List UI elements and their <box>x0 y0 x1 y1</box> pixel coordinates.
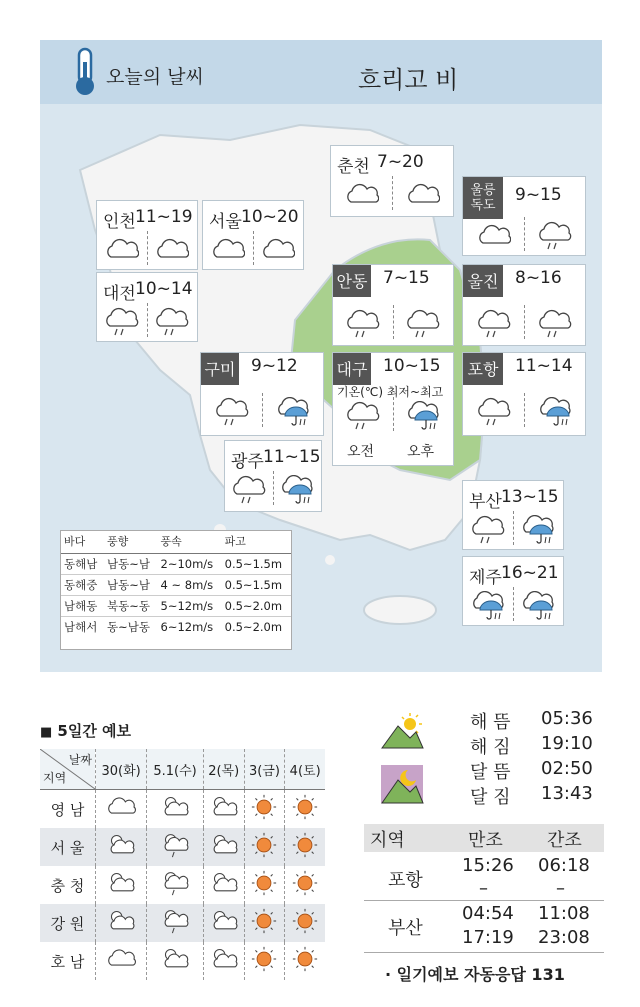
sun-icon <box>244 828 285 866</box>
sea-cell: 동~남동 <box>104 617 158 638</box>
region-name: 충 청 <box>50 876 85 895</box>
sea-header: 파고 <box>222 531 291 554</box>
city-name: 춘천 <box>337 157 370 177</box>
tide-low: 23:08 <box>538 927 590 948</box>
sea-cell: 5~12m/s <box>158 596 222 617</box>
astro-label: 달 짐 <box>470 787 511 808</box>
tide-low: 06:18 <box>538 855 590 876</box>
sea-cell: 6~12m/s <box>158 617 222 638</box>
cloud-icon <box>345 180 379 210</box>
sun-icon <box>244 866 285 904</box>
partly-icon <box>96 866 147 904</box>
tide-divider <box>364 900 604 901</box>
partly-icon <box>203 790 244 829</box>
sea-cell: 4 ~ 8m/s <box>158 575 222 596</box>
corner-region-label: 지역 <box>43 771 67 785</box>
city-temp: 8~16 <box>515 268 562 288</box>
icon-divider <box>393 305 394 339</box>
weather-condition: 흐리고 비 <box>358 66 459 94</box>
cloud-icon <box>211 235 245 265</box>
city-temp: 16~21 <box>501 563 559 583</box>
thermometer-icon <box>70 46 100 98</box>
city-name: 구미 <box>201 353 239 385</box>
tide-header: 지역 <box>370 830 405 851</box>
forecast-table <box>40 749 325 980</box>
icon-divider <box>513 587 514 621</box>
partly-rain-icon <box>147 866 204 904</box>
city-box-gumi <box>200 352 324 436</box>
cloud-rain-icon <box>538 221 572 251</box>
sea-cell: 남동~남 <box>104 554 158 575</box>
forecast-corner <box>40 749 96 790</box>
tide-divider <box>364 952 604 953</box>
city-name: 대전 <box>103 284 136 304</box>
icon-divider <box>392 176 393 210</box>
day-header: 30(화) <box>96 749 147 790</box>
city-temp: 9~12 <box>251 356 298 376</box>
forecast-row <box>40 904 325 942</box>
city-name: 제주 <box>469 568 502 588</box>
moonrise-icon <box>380 764 424 804</box>
sun-icon <box>285 866 325 904</box>
astro-time: 05:36 <box>541 708 593 729</box>
city-box-jeju <box>462 556 564 626</box>
sea-header: 풍속 <box>158 531 222 554</box>
city-temp: 11~15 <box>263 447 321 467</box>
tide-high: 04:54 <box>462 903 514 924</box>
city-name: 포항 <box>463 353 503 385</box>
partly-icon <box>96 828 147 866</box>
legend-pm-label: 오후 <box>407 444 435 460</box>
astro-label: 달 뜸 <box>470 762 511 783</box>
sun-icon <box>285 790 325 829</box>
forecast-row <box>40 942 325 980</box>
city-temp: 13~15 <box>501 487 559 507</box>
umbrella-icon <box>538 397 572 427</box>
city-name: 울릉 독도 <box>463 177 503 219</box>
sun-icon <box>244 790 285 829</box>
city-box-andong <box>332 264 454 346</box>
sea-cell: 0.5~1.5m <box>222 575 291 596</box>
sea-cell: 0.5~2.0m <box>222 596 291 617</box>
astro-time: 02:50 <box>541 758 593 779</box>
cloud-icon <box>105 235 139 265</box>
city-temp: 7~15 <box>383 268 430 288</box>
sun-icon <box>285 942 325 980</box>
city-box-incheon <box>96 200 198 270</box>
day-header: 5.1(수) <box>147 749 204 790</box>
city-name: 부산 <box>469 492 502 512</box>
footer-hotline: · 일기예보 자동응답 131 <box>385 965 565 984</box>
day-header: 4(토) <box>285 749 325 790</box>
sun-icon <box>285 828 325 866</box>
city-temp: 10~20 <box>241 207 299 227</box>
corner-date-label: 날짜 <box>68 753 92 767</box>
city-name: 광주 <box>231 452 264 472</box>
tide-high: 15:26 <box>462 855 514 876</box>
icon-divider <box>262 393 263 427</box>
cloud-rain-icon <box>406 309 440 339</box>
title-bar <box>40 40 602 104</box>
day-header: 3(금) <box>244 749 285 790</box>
city-temp: 11~14 <box>515 356 573 376</box>
sun-icon <box>244 942 285 980</box>
city-box-daegu <box>332 352 454 466</box>
city-box-seoul <box>202 200 304 270</box>
city-temp: 9~15 <box>515 185 562 205</box>
sea-cell: 남동~남 <box>104 575 158 596</box>
weather-map <box>40 40 602 672</box>
icon-divider <box>513 511 514 545</box>
sea-cell: 0.5~1.5m <box>222 554 291 575</box>
city-name: 서울 <box>209 212 242 232</box>
sunrise-icon <box>380 712 424 750</box>
sea-cell: 2~10m/s <box>158 554 222 575</box>
sun-icon <box>285 904 325 942</box>
city-box-uljin <box>462 264 586 346</box>
legend-am-label: 오전 <box>347 444 375 460</box>
umbrella-icon <box>276 397 310 427</box>
forecast-header <box>40 720 131 741</box>
city-name: 대구 <box>333 353 371 385</box>
city-box-gwangju <box>224 440 322 512</box>
tide-low: 11:08 <box>538 903 590 924</box>
day-header: 2(목) <box>203 749 244 790</box>
cloud-rain-icon <box>471 515 505 545</box>
cloud-icon <box>96 790 147 829</box>
region-name: 서 울 <box>40 828 96 866</box>
tide-header: 만조 <box>468 830 503 851</box>
astro-time: 19:10 <box>541 733 593 754</box>
icon-divider <box>273 471 274 505</box>
sea-header: 바다 <box>61 531 104 554</box>
city-box-pohang <box>462 352 586 436</box>
sea-cell: 남해동 <box>61 596 104 617</box>
tide-header: 간조 <box>547 830 582 851</box>
forecast-row <box>40 828 325 866</box>
region-name: 강 원 <box>40 904 96 942</box>
umbrella-icon <box>521 515 555 545</box>
sea-cell: 북동~동 <box>104 596 158 617</box>
umbrella-icon <box>406 401 440 431</box>
icon-divider <box>147 303 148 337</box>
city-temp: 10~15 <box>383 356 441 376</box>
cloud-rain-icon <box>346 401 380 431</box>
icon-divider <box>524 305 525 339</box>
cloud-icon <box>155 235 189 265</box>
partly-icon <box>147 790 204 829</box>
cloud-icon <box>406 180 440 210</box>
tide-high: 17:19 <box>462 927 514 948</box>
legend-temp-label: 기온(℃) 최저~최고 <box>337 385 444 399</box>
astro-label: 해 뜸 <box>470 712 511 733</box>
cloud-rain-icon <box>105 307 139 337</box>
tide-high: – <box>479 878 488 899</box>
partly-icon <box>203 904 244 942</box>
city-temp: 7~20 <box>377 152 424 172</box>
icon-divider <box>147 231 148 265</box>
astro-label: 해 짐 <box>470 737 511 758</box>
partly-icon <box>203 866 244 904</box>
umbrella-icon <box>280 475 314 505</box>
sun-icon <box>244 904 285 942</box>
forecast-row <box>40 866 325 904</box>
forecast-title: 5일간 예보 <box>57 722 132 740</box>
cloud-rain-icon <box>155 307 189 337</box>
icon-divider <box>253 231 254 265</box>
tide-place: 포항 <box>388 870 423 891</box>
city-temp: 10~14 <box>135 279 193 299</box>
city-box-ulleung <box>462 176 586 256</box>
icon-divider <box>524 393 525 427</box>
partly-icon <box>203 828 244 866</box>
square-bullet-icon: ■ <box>40 725 53 740</box>
cloud-icon <box>96 942 147 980</box>
sea-table <box>60 530 292 650</box>
sea-cell: 동해중 <box>61 575 104 596</box>
cloud-icon <box>261 235 295 265</box>
partly-icon <box>147 942 204 980</box>
city-name: 인천 <box>103 212 136 232</box>
land-jeju <box>364 596 436 624</box>
tide-low: – <box>556 878 565 899</box>
umbrella-icon <box>471 591 505 621</box>
city-name: 울진 <box>463 265 503 297</box>
cloud-icon <box>477 221 511 251</box>
tide-place: 부산 <box>388 918 423 939</box>
cloud-rain-icon <box>538 309 572 339</box>
partly-rain-icon <box>147 904 204 942</box>
partly-icon <box>96 904 147 942</box>
cloud-rain-icon <box>477 397 511 427</box>
cloud-rain-icon <box>232 475 266 505</box>
city-box-daejeon <box>96 272 198 342</box>
city-box-chuncheon <box>330 145 454 217</box>
sea-cell: 남해서 <box>61 617 104 638</box>
sea-header: 풍향 <box>104 531 158 554</box>
cloud-rain-icon <box>346 309 380 339</box>
partly-rain-icon <box>147 828 204 866</box>
icon-divider <box>393 397 394 431</box>
astro-time: 13:43 <box>541 783 593 804</box>
cloud-rain-icon <box>477 309 511 339</box>
umbrella-icon <box>521 591 555 621</box>
icon-divider <box>524 217 525 251</box>
page-title: 오늘의 날씨 <box>106 66 204 88</box>
region-name: 호 남 <box>50 952 85 971</box>
city-name: 안동 <box>333 265 371 297</box>
sea-cell: 동해남 <box>61 554 104 575</box>
cloud-rain-icon <box>215 397 249 427</box>
partly-icon <box>203 942 244 980</box>
region-name: 영 남 <box>50 800 85 819</box>
sea-cell: 0.5~2.0m <box>222 617 291 638</box>
city-box-busan <box>462 480 564 550</box>
forecast-row <box>40 790 325 829</box>
city-temp: 11~19 <box>135 207 193 227</box>
